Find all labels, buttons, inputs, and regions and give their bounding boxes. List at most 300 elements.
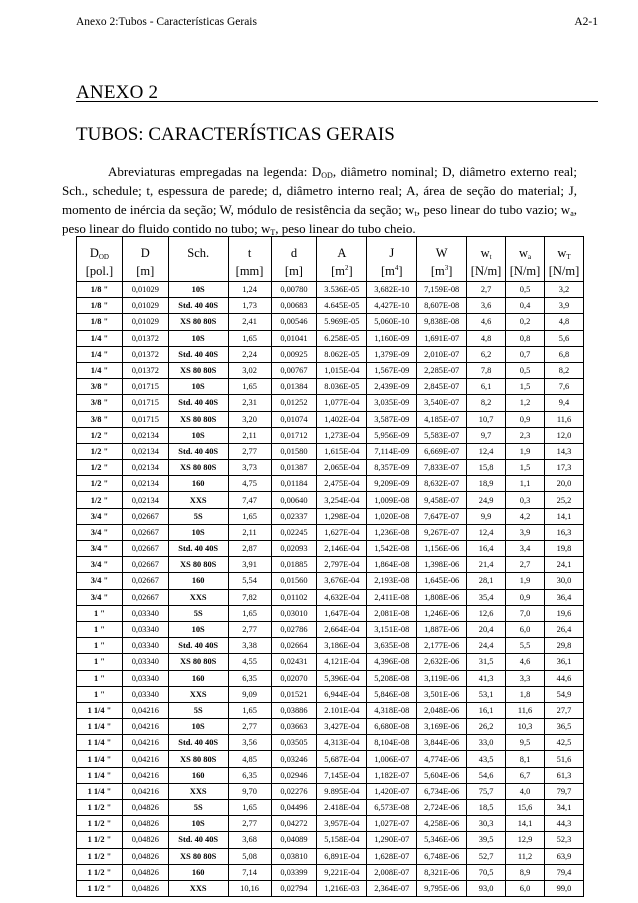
table-cell: 1,298E-04	[317, 508, 367, 524]
table-cell: 51,6	[544, 751, 583, 767]
table-cell: 1,65	[228, 800, 271, 816]
abbreviations-paragraph: Abreviaturas empregadas na legenda: $D_{OD}$, diâmetro nominal; D, diâmetro externo real; Sch., schedule; t, espessura de parede; d, diâmetro interno real; A, área de seção do material; J, momento de inércia da seção; W, módulo de resistência da seção; $w_t$, peso linear do tubo vazio; $w_a$, peso linear do fluido contido no tubo; $w_T$, peso linear do tubo cheio.	[62, 164, 578, 237]
table-cell: 10S	[168, 330, 228, 346]
table-cell: 1 1/2 "	[77, 864, 123, 880]
table-cell: 8,104E-08	[367, 735, 417, 751]
table-row	[77, 476, 584, 492]
running-header-title: Anexo 2:Tubos - Características Gerais	[76, 16, 257, 28]
table-cell: 1,864E-08	[367, 557, 417, 573]
table-row	[77, 800, 584, 816]
column-header: J	[367, 237, 417, 262]
table-cell: 8,2	[467, 395, 506, 411]
table-cell: 9,5	[506, 735, 545, 751]
table-cell: 6,7	[506, 767, 545, 783]
table-cell: Std. 40 40S	[168, 443, 228, 459]
table-cell: 70,5	[467, 864, 506, 880]
table-cell: 11,6	[506, 702, 545, 718]
table-cell: 9,70	[228, 783, 271, 799]
table-cell: 0,01074	[271, 411, 317, 427]
table-cell: 44,3	[544, 816, 583, 832]
table-cell: 8,632E-07	[417, 476, 467, 492]
table-cell: 1 1/4 "	[77, 719, 123, 735]
table-cell: 2,193E-08	[367, 573, 417, 589]
table-cell: 20,4	[467, 621, 506, 637]
table-cell: 5S	[168, 508, 228, 524]
table-cell: 3,501E-06	[417, 686, 467, 702]
table-cell: 1 "	[77, 638, 123, 654]
table-cell: 2,010E-07	[417, 346, 467, 362]
table-cell: 2,439E-09	[367, 379, 417, 395]
column-unit: [mm]	[228, 261, 271, 282]
table-cell: 1,567E-09	[367, 362, 417, 378]
table-cell: 6,8	[544, 346, 583, 362]
table-row	[77, 411, 584, 427]
table-cell: 2,146E-04	[317, 541, 367, 557]
table-cell: 2.418E-04	[317, 800, 367, 816]
table-cell: 0,02667	[122, 508, 168, 524]
table-cell: 4,8	[467, 330, 506, 346]
table-cell: 9,209E-09	[367, 476, 417, 492]
table-cell: 3,4	[506, 541, 545, 557]
table-header-row	[77, 237, 584, 262]
table-cell: 0,02667	[122, 589, 168, 605]
table-cell: 0,03246	[271, 751, 317, 767]
table-cell: 5,08	[228, 848, 271, 864]
table-cell: 3,844E-06	[417, 735, 467, 751]
table-cell: 3,957E-04	[317, 816, 367, 832]
table-cell: 4,75	[228, 476, 271, 492]
table-cell: 9,795E-06	[417, 880, 467, 896]
table-cell: 7,8	[467, 362, 506, 378]
table-cell: 14,3	[544, 443, 583, 459]
table-cell: 31,5	[467, 654, 506, 670]
table-cell: 3,91	[228, 557, 271, 573]
table-cell: 39,5	[467, 832, 506, 848]
table-cell: 0,04826	[122, 816, 168, 832]
table-cell: 5,346E-06	[417, 832, 467, 848]
table-cell: 3/8 "	[77, 411, 123, 427]
table-cell: 29,8	[544, 638, 583, 654]
table-cell: 17,3	[544, 460, 583, 476]
table-cell: 2,724E-06	[417, 800, 467, 816]
table-cell: 0,01029	[122, 282, 168, 298]
table-cell: 10S	[168, 719, 228, 735]
table-cell: 160	[168, 767, 228, 783]
table-cell: 79,4	[544, 864, 583, 880]
table-cell: 4,6	[506, 654, 545, 670]
column-unit: [N/m]	[467, 261, 506, 282]
table-cell: 10S	[168, 524, 228, 540]
table-row	[77, 508, 584, 524]
table-cell: 0,04216	[122, 719, 168, 735]
table-cell: 3/4 "	[77, 573, 123, 589]
table-row	[77, 282, 584, 298]
table-cell: 5,604E-06	[417, 767, 467, 783]
table-cell: Std. 40 40S	[168, 832, 228, 848]
table-cell: 0,02276	[271, 783, 317, 799]
table-cell: 0,03810	[271, 848, 317, 864]
table-cell: 1,73	[228, 298, 271, 314]
table-cell: 1,015E-04	[317, 362, 367, 378]
table-cell: 1,65	[228, 379, 271, 395]
table-cell: 1,628E-07	[367, 848, 417, 864]
table-cell: 11,6	[544, 411, 583, 427]
table-cell: 2,285E-07	[417, 362, 467, 378]
table-cell: 0,01029	[122, 314, 168, 330]
column-unit: [pol.]	[77, 261, 123, 282]
table-cell: 2,845E-07	[417, 379, 467, 395]
table-cell: 4,2	[506, 508, 545, 524]
table-cell: 36,1	[544, 654, 583, 670]
table-cell: 1,615E-04	[317, 443, 367, 459]
table-cell: XXS	[168, 783, 228, 799]
table-cell: 9,838E-08	[417, 314, 467, 330]
table-cell: 1,273E-04	[317, 427, 367, 443]
table-cell: 1,402E-04	[317, 411, 367, 427]
table-row	[77, 314, 584, 330]
table-row	[77, 330, 584, 346]
table-cell: 99,0	[544, 880, 583, 896]
table-cell: 3,9	[544, 298, 583, 314]
table-cell: 4,632E-04	[317, 589, 367, 605]
table-row	[77, 524, 584, 540]
table-cell: 12,9	[506, 832, 545, 848]
column-unit: $[m^3]$	[417, 261, 467, 282]
table-cell: 0,3	[506, 492, 545, 508]
table-cell: 1,647E-04	[317, 605, 367, 621]
table-cell: 0,7	[506, 346, 545, 362]
table-cell: 0,03505	[271, 735, 317, 751]
table-cell: 1,24	[228, 282, 271, 298]
table-cell: 61,3	[544, 767, 583, 783]
table-cell: 2,11	[228, 427, 271, 443]
table-row	[77, 362, 584, 378]
table-row	[77, 783, 584, 799]
table-cell: 0,03886	[271, 702, 317, 718]
table-cell: 1,9	[506, 443, 545, 459]
table-cell: 3,119E-06	[417, 670, 467, 686]
table-cell: 52,7	[467, 848, 506, 864]
table-cell: XS 80 80S	[168, 654, 228, 670]
table-cell: 0,00640	[271, 492, 317, 508]
table-cell: 6,748E-06	[417, 848, 467, 864]
table-cell: 3/4 "	[77, 541, 123, 557]
table-cell: 0,01521	[271, 686, 317, 702]
table-cell: 42,5	[544, 735, 583, 751]
table-cell: 9,09	[228, 686, 271, 702]
table-row	[77, 751, 584, 767]
table-cell: 15,8	[467, 460, 506, 476]
table-cell: 5,6	[544, 330, 583, 346]
table-cell: 4,6	[467, 314, 506, 330]
table-cell: 63,9	[544, 848, 583, 864]
table-cell: 1,077E-04	[317, 395, 367, 411]
table-cell: 1,887E-06	[417, 621, 467, 637]
table-cell: 1,246E-06	[417, 605, 467, 621]
table-cell: 15,6	[506, 800, 545, 816]
table-cell: Std. 40 40S	[168, 346, 228, 362]
table-cell: 12,0	[544, 427, 583, 443]
table-cell: 41,3	[467, 670, 506, 686]
table-cell: 5,396E-04	[317, 670, 367, 686]
table-cell: 0,03340	[122, 621, 168, 637]
table-cell: 0,01560	[271, 573, 317, 589]
table-cell: 5,846E-08	[367, 686, 417, 702]
table-cell: 0,02667	[122, 557, 168, 573]
table-cell: 0,9	[506, 589, 545, 605]
table-row	[77, 654, 584, 670]
table-cell: 2,87	[228, 541, 271, 557]
table-cell: 0,00780	[271, 282, 317, 298]
table-cell: 0,04089	[271, 832, 317, 848]
table-cell: 0,04216	[122, 702, 168, 718]
table-cell: 2,364E-07	[367, 880, 417, 896]
table-cell: 9,7	[467, 427, 506, 443]
table-cell: 4,185E-07	[417, 411, 467, 427]
table-cell: 25,2	[544, 492, 583, 508]
table-cell: 2,7	[467, 282, 506, 298]
table-cell: 0,04216	[122, 751, 168, 767]
page-header	[76, 16, 598, 30]
table-cell: 1/2 "	[77, 476, 123, 492]
table-cell: 0,03340	[122, 686, 168, 702]
table-cell: Std. 40 40S	[168, 541, 228, 557]
table-cell: 2,41	[228, 314, 271, 330]
table-cell: 3,20	[228, 411, 271, 427]
table-cell: 26,2	[467, 719, 506, 735]
table-row	[77, 443, 584, 459]
table-cell: 5S	[168, 800, 228, 816]
table-row	[77, 864, 584, 880]
table-cell: 1,65	[228, 508, 271, 524]
table-cell: 2,77	[228, 443, 271, 459]
table-cell: 1,8	[506, 686, 545, 702]
table-cell: 19,8	[544, 541, 583, 557]
table-cell: 2.101E-04	[317, 702, 367, 718]
table-cell: 0,01041	[271, 330, 317, 346]
table-cell: 1/4 "	[77, 330, 123, 346]
table-cell: 1 1/2 "	[77, 832, 123, 848]
table-cell: 5S	[168, 702, 228, 718]
table-cell: 4,8	[544, 314, 583, 330]
table-cell: 3,73	[228, 460, 271, 476]
table-cell: 2,7	[506, 557, 545, 573]
table-cell: 0,03340	[122, 670, 168, 686]
table-cell: 2,11	[228, 524, 271, 540]
table-cell: 1 1/2 "	[77, 880, 123, 896]
table-row	[77, 621, 584, 637]
table-cell: 5,583E-07	[417, 427, 467, 443]
column-unit: $[m^4]$	[367, 261, 417, 282]
table-cell: 5,060E-10	[367, 314, 417, 330]
table-row	[77, 880, 584, 896]
table-cell: 1 1/4 "	[77, 767, 123, 783]
table-cell: 0,02093	[271, 541, 317, 557]
table-cell: 0,04826	[122, 800, 168, 816]
table-cell: XS 80 80S	[168, 362, 228, 378]
table-cell: 93,0	[467, 880, 506, 896]
table-cell: 8.036E-05	[317, 379, 367, 395]
table-row	[77, 346, 584, 362]
table-cell: 160	[168, 476, 228, 492]
table-cell: 4,258E-06	[417, 816, 467, 832]
table-row	[77, 816, 584, 832]
table-cell: 3,3	[506, 670, 545, 686]
table-cell: 0,04216	[122, 767, 168, 783]
table-cell: 0,01372	[122, 330, 168, 346]
table-cell: 4.645E-05	[317, 298, 367, 314]
table-cell: 0,02337	[271, 508, 317, 524]
table-row	[77, 719, 584, 735]
table-cell: 36,5	[544, 719, 583, 735]
table-cell: 2,475E-04	[317, 476, 367, 492]
table-cell: 1/2 "	[77, 443, 123, 459]
table-cell: 1/2 "	[77, 427, 123, 443]
table-cell: 4,396E-08	[367, 654, 417, 670]
table-cell: 4,774E-06	[417, 751, 467, 767]
table-cell: 36,4	[544, 589, 583, 605]
table-cell: 0,01184	[271, 476, 317, 492]
table-cell: 9.895E-04	[317, 783, 367, 799]
table-row	[77, 573, 584, 589]
table-cell: 6,680E-08	[367, 719, 417, 735]
table-cell: 0,04826	[122, 832, 168, 848]
table-cell: 6,734E-06	[417, 783, 467, 799]
table-cell: 3,035E-09	[367, 395, 417, 411]
table-cell: 4,55	[228, 654, 271, 670]
column-unit: [N/m]	[544, 261, 583, 282]
table-cell: XS 80 80S	[168, 460, 228, 476]
table-cell: 6,0	[506, 621, 545, 637]
table-cell: 2,797E-04	[317, 557, 367, 573]
table-row	[77, 605, 584, 621]
table-cell: 16,1	[467, 702, 506, 718]
table-cell: Std. 40 40S	[168, 395, 228, 411]
table-row	[77, 832, 584, 848]
table-cell: 1/8 "	[77, 282, 123, 298]
table-cell: 160	[168, 864, 228, 880]
pipe-characteristics-table	[76, 236, 584, 897]
table-cell: XXS	[168, 686, 228, 702]
table-cell: XS 80 80S	[168, 848, 228, 864]
table-cell: 1 "	[77, 621, 123, 637]
table-row	[77, 589, 584, 605]
table-cell: 3,56	[228, 735, 271, 751]
table-cell: 3,427E-04	[317, 719, 367, 735]
table-cell: 1,006E-07	[367, 751, 417, 767]
table-cell: 1/4 "	[77, 346, 123, 362]
table-cell: 3/4 "	[77, 589, 123, 605]
table-cell: 1,009E-08	[367, 492, 417, 508]
table-cell: 10S	[168, 282, 228, 298]
table-body	[77, 282, 584, 897]
table-cell: 4,313E-04	[317, 735, 367, 751]
table-cell: 8,321E-06	[417, 864, 467, 880]
table-cell: 0,01715	[122, 379, 168, 395]
table-cell: 3,540E-07	[417, 395, 467, 411]
table-cell: 52,3	[544, 832, 583, 848]
table-cell: 3,02	[228, 362, 271, 378]
table-cell: 0,01712	[271, 427, 317, 443]
table-cell: 2,177E-06	[417, 638, 467, 654]
table-cell: 0,01580	[271, 443, 317, 459]
table-cell: 9,9	[467, 508, 506, 524]
column-unit: [N/m]	[506, 261, 545, 282]
table-cell: 43,5	[467, 751, 506, 767]
table-cell: 0,04826	[122, 880, 168, 896]
table-row	[77, 298, 584, 314]
table-cell: 0,8	[506, 330, 545, 346]
table-cell: 0,01252	[271, 395, 317, 411]
table-cell: 7,82	[228, 589, 271, 605]
table-row	[77, 557, 584, 573]
table-cell: 8,2	[544, 362, 583, 378]
table-cell: 0,04272	[271, 816, 317, 832]
table-cell: 0,02664	[271, 638, 317, 654]
table-cell: 28,1	[467, 573, 506, 589]
table-cell: 8.062E-05	[317, 346, 367, 362]
table-cell: 1 1/2 "	[77, 800, 123, 816]
table-cell: 7,14	[228, 864, 271, 880]
table-cell: 1 1/4 "	[77, 751, 123, 767]
table-cell: 8,357E-09	[367, 460, 417, 476]
table-cell: 26,4	[544, 621, 583, 637]
table-cell: 0,04216	[122, 783, 168, 799]
table-cell: 1,65	[228, 605, 271, 621]
table-cell: 8,9	[506, 864, 545, 880]
table-cell: 24,4	[467, 638, 506, 654]
table-cell: 7,47	[228, 492, 271, 508]
table-cell: 0,03340	[122, 605, 168, 621]
table-cell: 54,6	[467, 767, 506, 783]
table-cell: 3,587E-09	[367, 411, 417, 427]
table-cell: 0,01102	[271, 589, 317, 605]
table-row	[77, 638, 584, 654]
table-cell: XS 80 80S	[168, 411, 228, 427]
table-cell: 75,7	[467, 783, 506, 799]
table-cell: 1,9	[506, 573, 545, 589]
column-unit: [m]	[122, 261, 168, 282]
table-cell: 4,427E-10	[367, 298, 417, 314]
table-cell: 21,4	[467, 557, 506, 573]
column-header: D	[122, 237, 168, 262]
table-cell: 44,6	[544, 670, 583, 686]
table-cell: 4,318E-08	[367, 702, 417, 718]
table-cell: 1 1/2 "	[77, 816, 123, 832]
table-row	[77, 848, 584, 864]
table-cell: 1,379E-09	[367, 346, 417, 362]
table-cell: 4,85	[228, 751, 271, 767]
table-cell: 6,1	[467, 379, 506, 395]
table-cell: 10S	[168, 621, 228, 637]
table-cell: 34,1	[544, 800, 583, 816]
table-cell: 5.969E-05	[317, 314, 367, 330]
table-cell: 2,008E-07	[367, 864, 417, 880]
table-row	[77, 492, 584, 508]
table-cell: 2,3	[506, 427, 545, 443]
table-cell: 2,24	[228, 346, 271, 362]
table-cell: 3,254E-04	[317, 492, 367, 508]
column-header: Sch.	[168, 237, 228, 262]
column-header: $w_t$	[467, 237, 506, 262]
table-cell: 10,16	[228, 880, 271, 896]
table-cell: 1,398E-06	[417, 557, 467, 573]
table-cell: 1 1/4 "	[77, 783, 123, 799]
table-cell: 16,3	[544, 524, 583, 540]
table-cell: 2,77	[228, 719, 271, 735]
table-cell: 6,573E-08	[367, 800, 417, 816]
table-cell: 6,35	[228, 670, 271, 686]
